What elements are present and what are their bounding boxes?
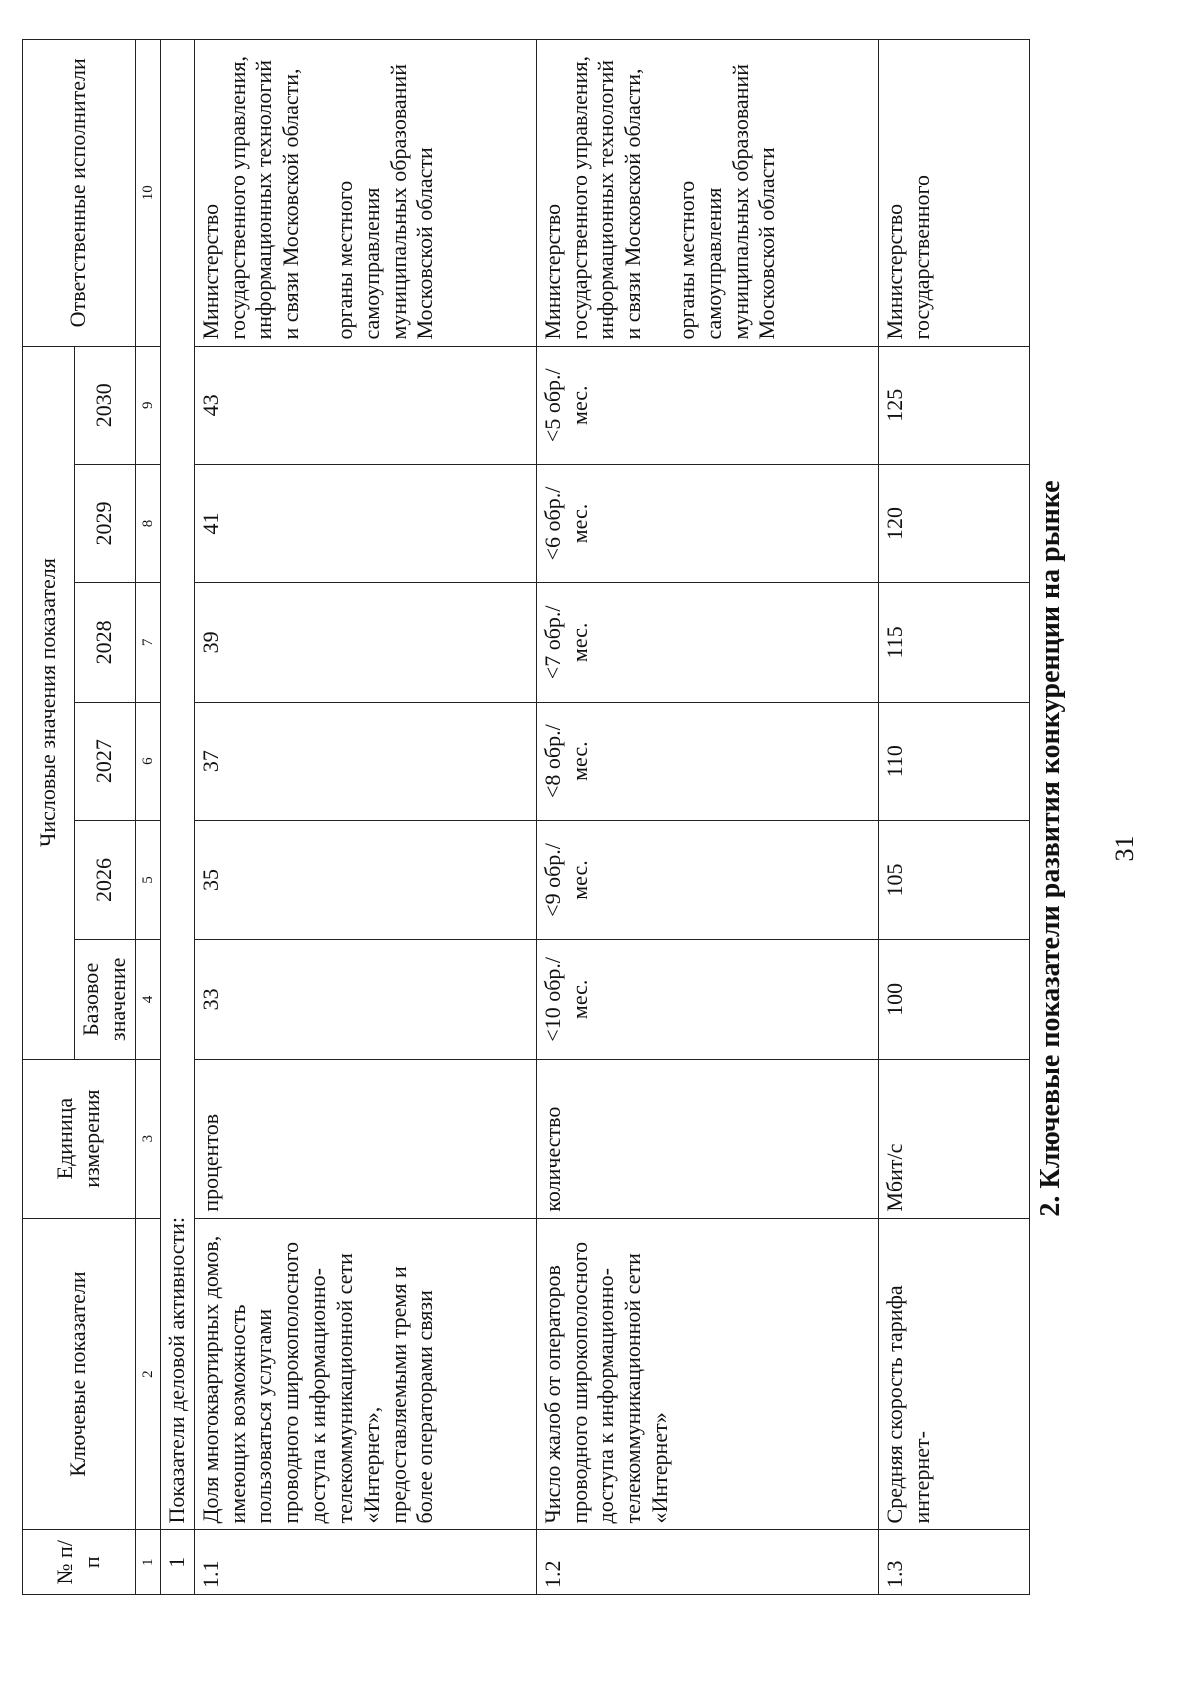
row-value-2030: <5 обр./мес. xyxy=(536,346,878,464)
row-value-2026: 105 xyxy=(878,820,1029,939)
row-value-2029: 120 xyxy=(878,464,1029,582)
row-indicator: Доля многоквартирных домов, имеющих возможность пользоваться услугами проводного широкополосного доступа к информационно-телекоммуникационной сети «Интернет», предоставляемыми тремя и более операторами связи xyxy=(194,1218,536,1530)
header-2029: 2029 xyxy=(75,464,136,582)
row-indicator: Средняя скорость тарифа интернет- xyxy=(878,1218,1029,1530)
row-executors: Министерство государственного управления, информационных технологий и связи Московской области, органы местного самоуправления муниципальных образований Московской области xyxy=(194,40,536,347)
table-row xyxy=(194,40,536,1595)
column-number: 2 xyxy=(135,1218,160,1530)
page-number: 31 xyxy=(1110,835,1139,862)
column-number: 9 xyxy=(135,346,160,464)
column-number-row xyxy=(135,40,160,1595)
row-value-2029: 41 xyxy=(194,464,536,582)
row-base-value: 33 xyxy=(194,940,536,1059)
row-value-2027: 37 xyxy=(194,702,536,820)
row-value-2026: <9 обр./мес. xyxy=(536,820,878,939)
header-values-group: Числовые значения показателя xyxy=(23,346,75,1059)
row-value-2026: 35 xyxy=(194,820,536,939)
row-value-2028: 115 xyxy=(878,583,1029,702)
column-number: 6 xyxy=(135,702,160,820)
column-number: 10 xyxy=(135,40,160,347)
row-executors: Министерство государственного управления, информационных технологий и связи Московской области, органы местного самоуправления муниципальных образований Московской области xyxy=(536,40,878,347)
column-number: 4 xyxy=(135,940,160,1059)
row-value-2028: <7 обр./мес. xyxy=(536,583,878,702)
row-value-2028: 39 xyxy=(194,583,536,702)
row-value-2029: <6 обр./мес. xyxy=(536,464,878,582)
header-2028: 2028 xyxy=(75,583,136,702)
column-number: 1 xyxy=(135,1530,160,1595)
header-2030: 2030 xyxy=(75,346,136,464)
row-base-value: <10 обр./мес. xyxy=(536,940,878,1059)
section-label: Показатели деловой активности: xyxy=(160,40,194,1530)
section-row xyxy=(160,40,194,1595)
row-indicator: Число жалоб от операторов проводного широкополосного доступа к информационно-телекоммуникационной сети «Интернет» xyxy=(536,1218,878,1530)
row-value-2027: 110 xyxy=(878,702,1029,820)
indicators-table xyxy=(22,39,1030,1595)
header-unit: Единица измерения xyxy=(23,1059,136,1218)
header-num: № п/п xyxy=(23,1530,136,1595)
row-num: 1.2 xyxy=(536,1530,878,1595)
row-executors: Министерство государственного xyxy=(878,40,1029,347)
header-2026: 2026 xyxy=(75,820,136,939)
row-unit: процентов xyxy=(194,1059,536,1218)
row-unit: количество xyxy=(536,1059,878,1218)
row-unit: Мбит/с xyxy=(878,1059,1029,1218)
row-num: 1.1 xyxy=(194,1530,536,1595)
header-indicators: Ключевые показатели xyxy=(23,1218,136,1530)
row-value-2027: <8 обр./мес. xyxy=(536,702,878,820)
header-base: Базовое значение xyxy=(75,940,136,1059)
row-num: 1.3 xyxy=(878,1530,1029,1595)
row-value-2030: 43 xyxy=(194,346,536,464)
table-row xyxy=(536,40,878,1595)
row-value-2030: 125 xyxy=(878,346,1029,464)
header-2027: 2027 xyxy=(75,702,136,820)
header-executors: Ответственные исполнители xyxy=(23,40,136,347)
section-num: 1 xyxy=(160,1530,194,1595)
table-row xyxy=(878,40,1029,1595)
column-number: 7 xyxy=(135,583,160,702)
column-number: 5 xyxy=(135,820,160,939)
document-title: 2. Ключевые показатели развития конкуренции на рынке xyxy=(1035,480,1066,1217)
column-number: 3 xyxy=(135,1059,160,1218)
row-base-value: 100 xyxy=(878,940,1029,1059)
column-number: 8 xyxy=(135,464,160,582)
